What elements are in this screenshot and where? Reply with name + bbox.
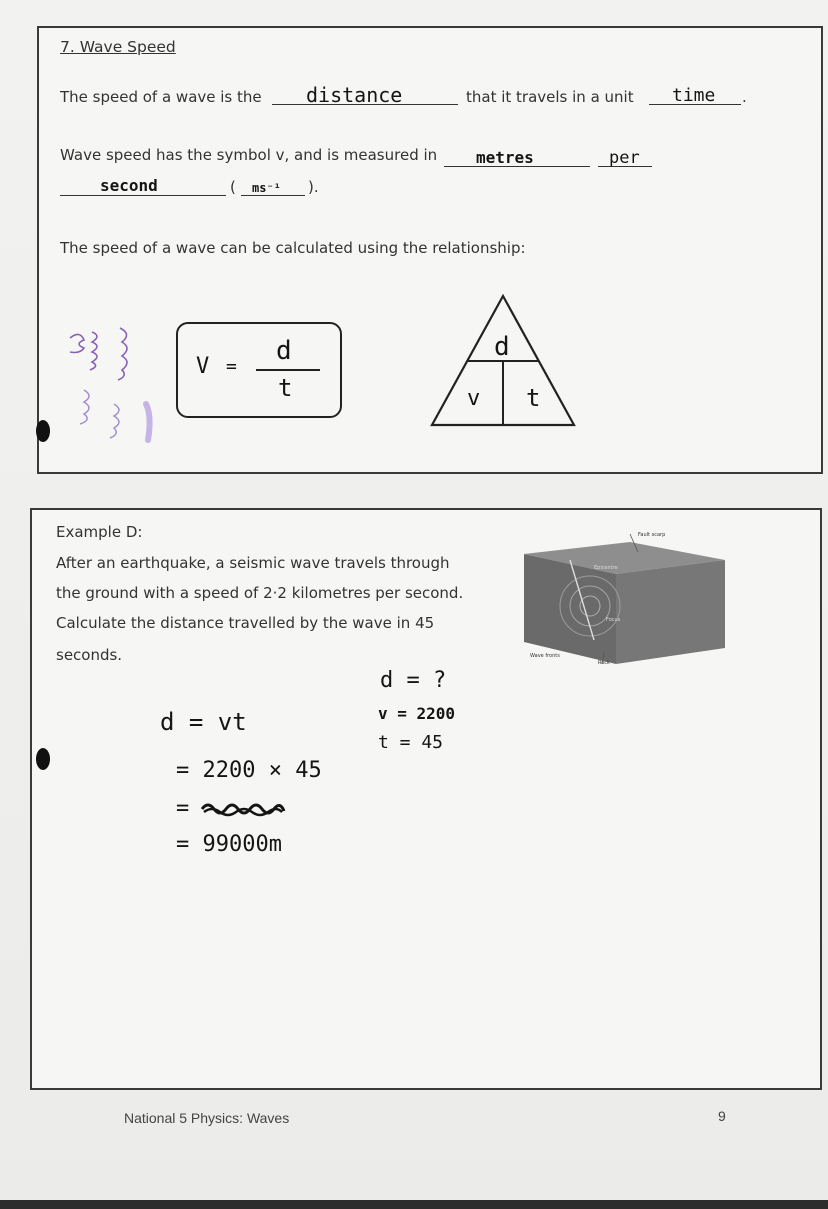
working-2: = 2200 × 45 xyxy=(176,758,322,783)
triangle-top: d xyxy=(494,332,510,362)
crossed-out-scribble xyxy=(200,800,286,818)
answer-second: second xyxy=(100,176,158,195)
line1-before: The speed of a wave is the xyxy=(60,88,262,106)
formula-numerator: d xyxy=(276,336,292,366)
working-3: = xyxy=(176,796,190,821)
triangle-left: v xyxy=(467,386,481,411)
punch-hole-top xyxy=(36,420,50,442)
label-fault-scarp: Fault scarp xyxy=(638,532,666,538)
example-line-3: Calculate the distance travelled by the wave in 45 xyxy=(56,614,435,632)
given-t: t = 45 xyxy=(378,732,444,753)
blank-5 xyxy=(60,195,226,196)
footer-title: National 5 Physics: Waves xyxy=(124,1110,290,1126)
purple-scribbles xyxy=(62,324,162,448)
paren-close: ). xyxy=(308,178,319,196)
given-d: d = ? xyxy=(380,668,447,693)
answer-units: ms⁻¹ xyxy=(252,181,281,195)
line1-end: . xyxy=(742,88,747,106)
footer-page-number: 9 xyxy=(718,1108,726,1124)
punch-hole-bottom xyxy=(36,748,50,770)
given-v: v = 2200 xyxy=(378,704,456,723)
answer-per: per xyxy=(609,148,640,168)
page-bottom-edge xyxy=(0,1200,828,1209)
line2-text: Wave speed has the symbol v, and is measured in xyxy=(60,146,438,164)
answer-time: time xyxy=(672,85,716,106)
working-1: d = vt xyxy=(160,708,247,736)
example-line-1: After an earthquake, a seismic wave travels through xyxy=(56,554,450,572)
formula-lhs: V xyxy=(196,354,210,379)
triangle-right: t xyxy=(526,384,541,412)
formula-denominator: t xyxy=(278,374,293,402)
answer-metres: metres xyxy=(476,148,534,167)
example-line-4: seconds. xyxy=(56,646,123,664)
label-rock: Rock xyxy=(598,660,610,666)
label-epicentre: Epicentre xyxy=(594,565,618,571)
relationship-text: The speed of a wave can be calculated using the relationship: xyxy=(60,239,526,257)
example-heading: Example D: xyxy=(56,523,143,541)
fraction-bar xyxy=(256,369,320,371)
answer-distance: distance xyxy=(306,83,403,107)
section-title: 7. Wave Speed xyxy=(60,38,176,56)
formula-equals: = xyxy=(226,356,237,377)
line1-middle: that it travels in a unit xyxy=(466,88,634,106)
working-4: = 99000m xyxy=(176,832,282,857)
label-focus: Focus xyxy=(606,617,621,623)
example-line-2: the ground with a speed of 2·2 kilometres per second. xyxy=(56,584,464,602)
blank-6 xyxy=(241,195,305,196)
label-wave-fronts: Wave fronts xyxy=(530,653,560,659)
paren-open: ( xyxy=(230,178,236,196)
